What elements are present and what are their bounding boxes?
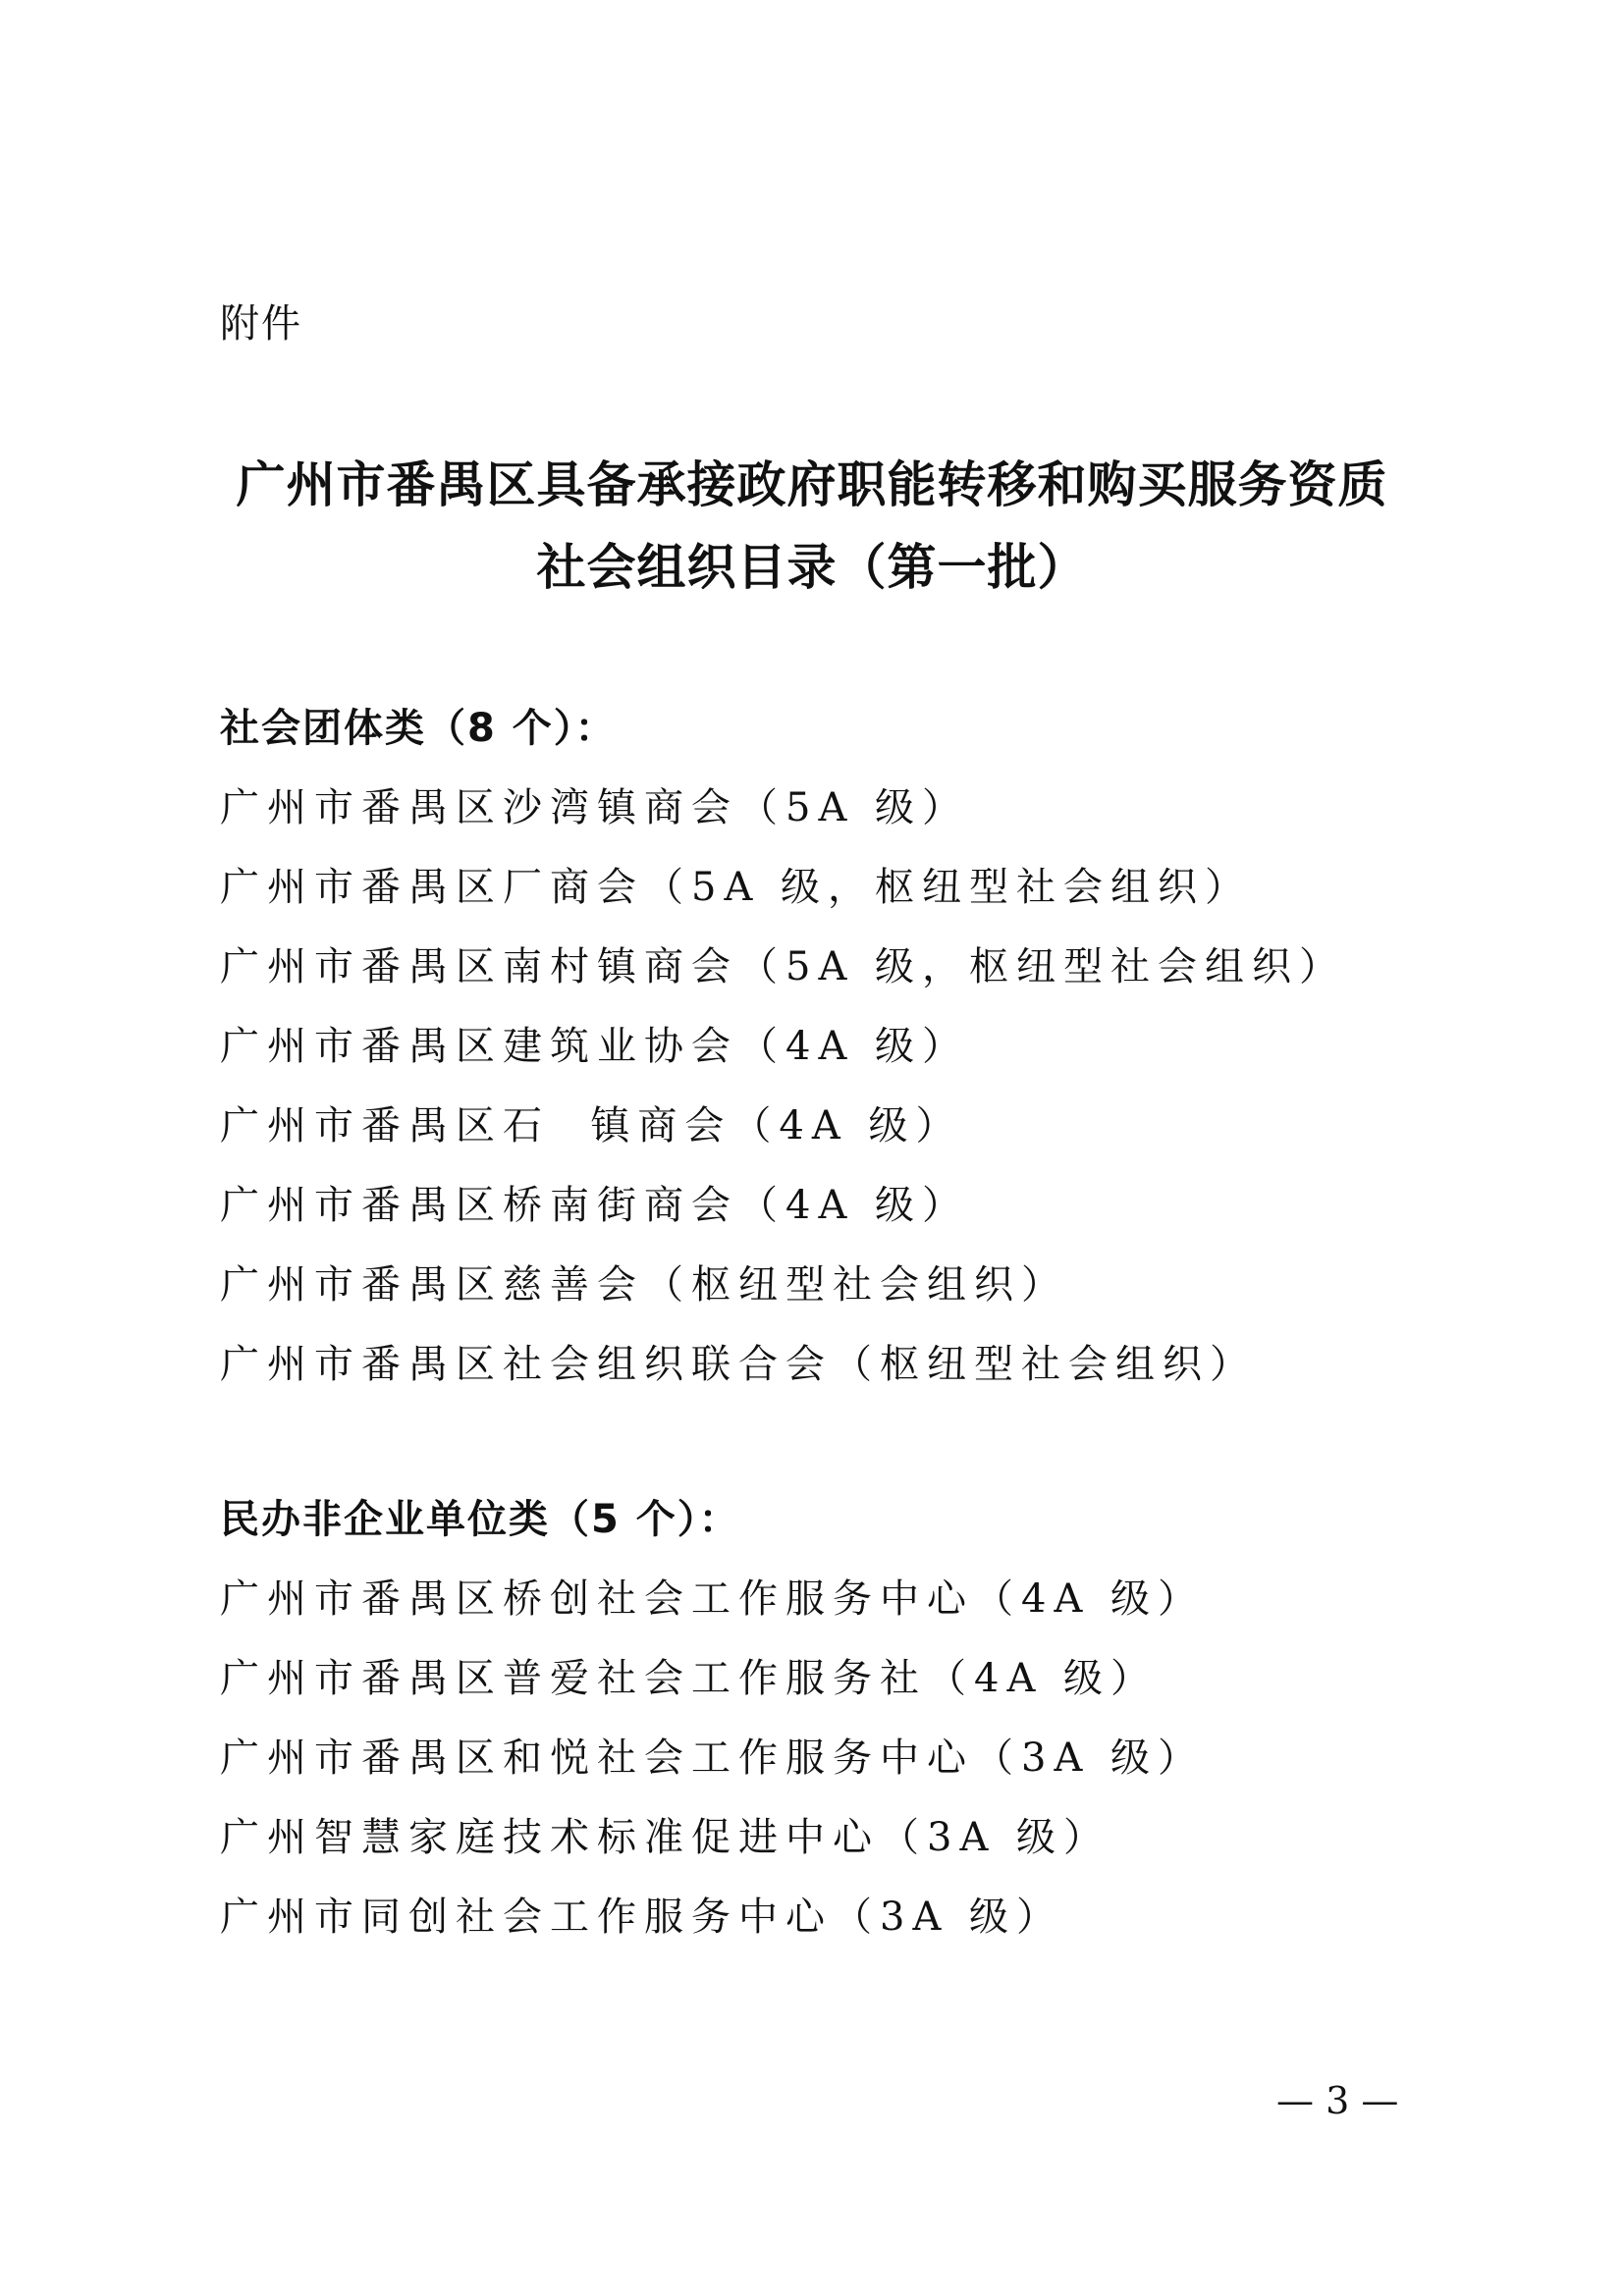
list-item: 广州市番禺区和悦社会工作服务中心（3A 级） [220,1735,1206,1781]
organization-list [220,1560,1526,1957]
page-number: — 3 — [1276,2079,1399,2122]
section-private-non-enterprise-units [220,1480,1526,1957]
list-item: 广州市番禺区社会组织联合会（枢纽型社会组织） [220,1342,1257,1387]
list-item: 广州市番禺区慈善会（枢纽型社会组织） [220,1262,1068,1308]
list-item: 广州市番禺区南村镇商会（5A 级，枢纽型社会组织） [220,944,1347,989]
attachment-label: 附件 [220,301,302,347]
list-item: 广州市番禺区普爱社会工作服务社（4A 级） [220,1656,1159,1701]
section-social-groups [220,689,1526,1405]
list-item: 广州智慧家庭技术标准促进中心（3A 级） [220,1815,1111,1860]
list-item: 广州市番禺区厂商会（5A 级，枢纽型社会组织） [220,865,1253,910]
list-item: 广州市同创社会工作服务中心（3A 级） [220,1895,1064,1940]
list-item: 广州市番禺区桥南街商会（4A 级） [220,1183,970,1228]
list-item: 广州市番禺区桥创社会工作服务中心（4A 级） [220,1576,1206,1622]
document-title-line-1: 广州市番禺区具备承接政府职能转移和购买服务资质 [236,455,1388,513]
document-title-line-2: 社会组织目录（第一批） [536,538,1088,596]
list-item: 广州市番禺区沙湾镇商会（5A 级） [220,785,970,830]
list-item: 广州市番禺区石 镇商会（4A 级） [220,1103,963,1148]
section-heading: 民办非企业单位类（5 个）： [220,1497,740,1542]
section-heading: 社会团体类（8 个）： [220,706,617,751]
organization-list [220,769,1526,1405]
list-item: 广州市番禺区建筑业协会（4A 级） [220,1024,970,1069]
